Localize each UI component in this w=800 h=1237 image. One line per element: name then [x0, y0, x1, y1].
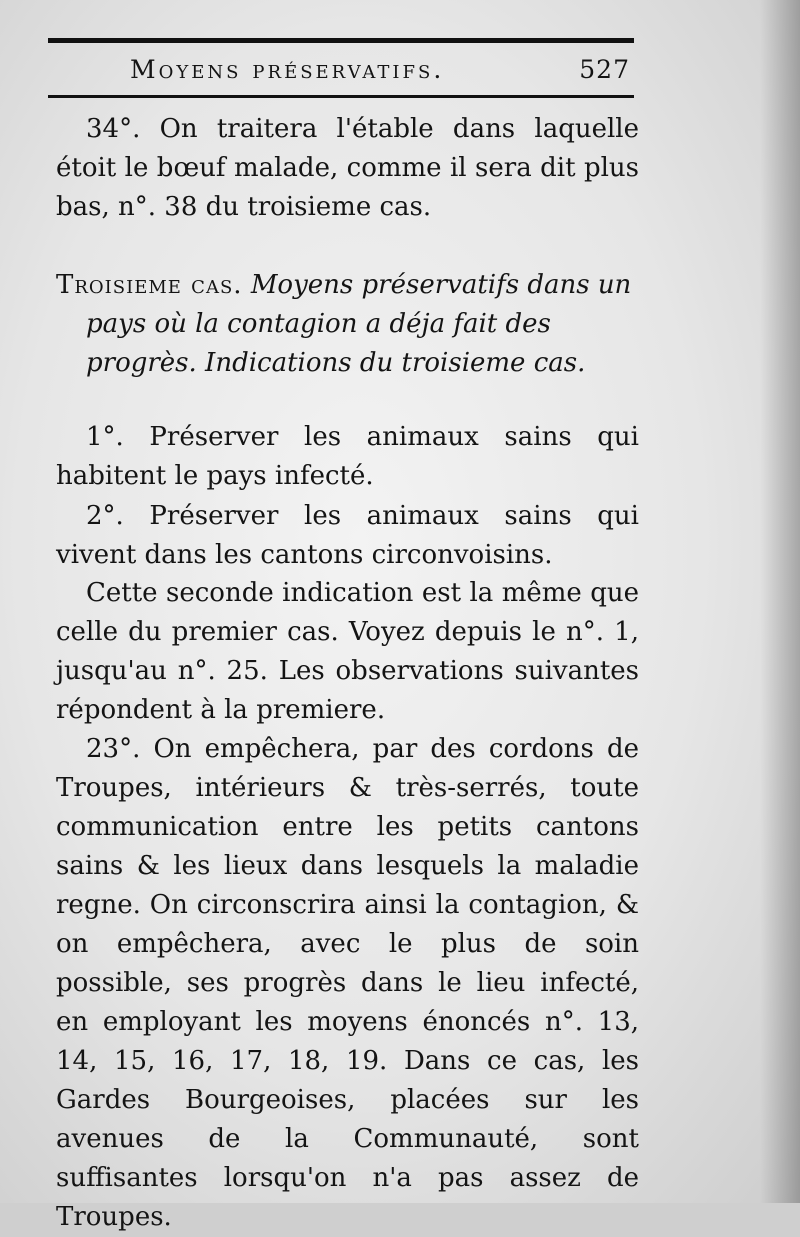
section-heading — [56, 266, 639, 383]
paragraph-cette — [56, 574, 639, 730]
section-heading-text — [56, 266, 639, 383]
paragraph-34 — [56, 110, 639, 227]
paragraph-text: 2°. Préserver les animaux sains qui vivent dans les cantons circonvoisins. — [56, 501, 639, 570]
paragraph-text: 34°. On traitera l'étable dans laquelle étoit le bœuf malade, comme il sera dit plus bas, n°. 38 du troisieme cas. — [56, 114, 639, 222]
header-rule-bottom — [48, 95, 634, 98]
paragraph-text: 1°. Préserver les animaux sains qui habitent le pays infecté. — [56, 422, 639, 491]
header-rule-top — [48, 38, 634, 43]
page-number: 527 — [579, 55, 630, 84]
paragraph-text: 23°. On empêchera, par des cordons de Troupes, intérieurs & très-serrés, toute communication entre les petits cantons sains & les lieux dans lesquels la maladie regne. On circonscrira ainsi la contagion, & on empêchera, avec le plus de soin possible, ses progrès dans le lieu infecté, en employant les moyens énoncés n°. 13, 14, 15, 16, 17, 18, 19. Dans ce cas, les Gardes Bourgeoises, placées sur les avenues de la Communauté, sont suffisantes lorsqu'on n'a pas assez de Troupes. — [56, 734, 639, 1232]
section-heading-caps: Troisieme cas. — [56, 270, 243, 300]
paragraph-text: Cette seconde indication est la même que celle du premier cas. Voyez depuis le n°. 1, jusqu'au n°. 25. Les observations suivantes répondent à la premiere. — [56, 578, 639, 725]
running-title: Moyens préservatifs. — [130, 55, 445, 84]
paragraph-2 — [56, 497, 639, 575]
paragraph-1 — [56, 418, 639, 496]
running-head — [130, 50, 630, 90]
paragraph-23 — [56, 730, 639, 1237]
section-heading-italic: Moyens préservatifs dans un pays où la contagion a déja fait des progrès. Indications du troisieme cas. — [86, 270, 632, 378]
